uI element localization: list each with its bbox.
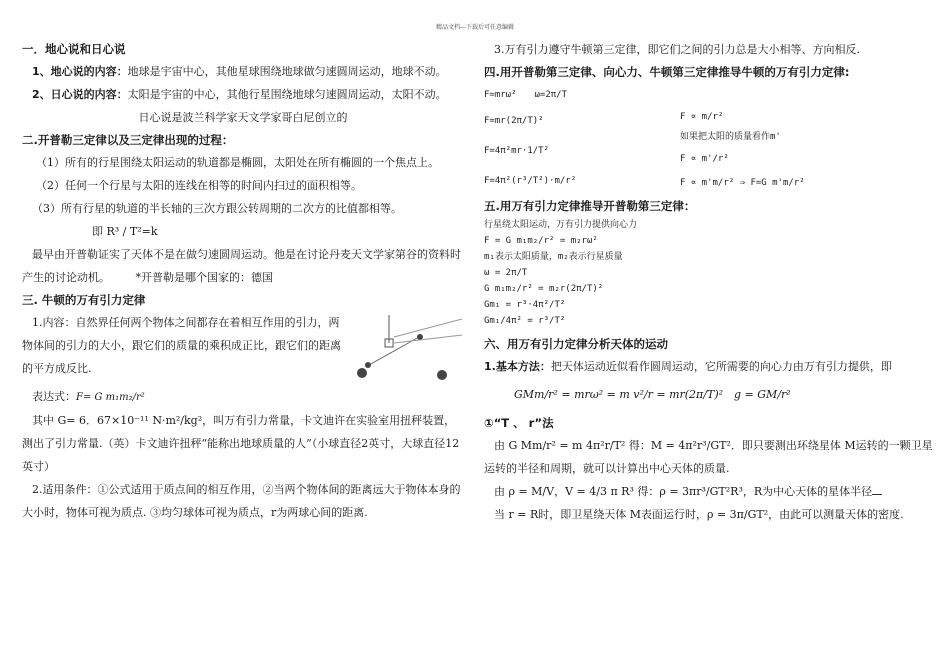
torsion-balance-illustration [354,315,464,385]
derivation-line: F ∝ m'/r² [680,154,729,164]
derivation-line: F=4π²(r³/T²)·m/r² [484,176,577,186]
derivation-5-line: Gm₁ = r³·4π²/T² [484,300,566,310]
t-r-method-title: ①“T 、 r”法 [484,416,554,430]
gravitational-constant-paragraph: 其中 G= 6．67×10⁻¹¹ N·m²/kg²，叫万有引力常量，卡文迪许在实验室用扭秤装置，测出了引力常量.（英）卡文迪许扭秤“能称出地球质量的人”（小球直径2英寸，大球直径12英寸） [22,414,460,473]
left-column [22,38,464,524]
copernicus-note: 日心说是波兰科学家天文学家哥白尼创立的 [138,111,348,124]
derivation-line: 如果把太阳的质量看作m' [680,132,781,142]
expression-formula: F= G m₁m₂/r² [76,392,145,403]
mass-derivation: 由 G Mm/r² = m 4π²r/T² 得：M = 4π²r³/GT²．即只要测出环绕星体 M运转的一颗卫星运转的半径和周期，就可以计算出中心天体的质量. [484,439,933,475]
derivation-5-line: ω = 2π/T [484,268,528,278]
basic-method-text: 把天体运动近似看作圆周运动，它所需要的向心力由万有引力提供，即 [550,360,892,373]
kepler-history: 最早由开普勒证实了天体不是在做匀速圆周运动。他是在讨论丹麦天文学家第谷的资料时产生的讨论动机。 *开普勒是哪个国家的：德国 [22,248,461,284]
kepler-law-1: （1）所有的行星围绕太阳运动的轨道都是椭圆，太阳处在所有椭圆的一个焦点上。 [36,156,439,169]
section-4-title: 四.用开普勒第三定律、向心力、牛顿第三定律推导牛顿的万有引力定律: [484,65,850,79]
basic-method-label: 1.基本方法： [484,360,551,373]
section-3-title: 三. 牛顿的万有引力定律 [22,293,146,307]
heliocentric-paragraph [22,83,464,106]
derivation-line: F=mrω² ω=2π/T [484,90,568,100]
density-derivation [484,480,934,503]
geocentric-label: 1、地心说的内容： [32,65,128,78]
heliocentric-label: 2、日心说的内容： [32,88,128,101]
derivation-5-line: 行星绕太阳运动，万有引力提供向心力 [484,220,638,230]
derivation-line: F=4π²mr·1/T² [484,146,550,156]
basic-method-paragraph [484,355,934,378]
derivation-5-line: G m₁m₂/r² = m₂r(2π/T)² [484,284,604,294]
applicability-conditions: 2.适用条件：①公式适用于质点间的相互作用，②当两个物体间的距离远大于物体本身的大小时，物体可视为质点. ③均匀球体可视为质点，r为两球心间的距离. [22,483,461,519]
scribble-mark [872,490,882,495]
derivation-line: F ∝ m/r² [680,112,724,122]
section-2-title: 二.开普勒三定律以及三定律出现的过程： [22,133,234,147]
density-derivation-text: 由 ρ = M/V，V = 4/3 π R³ 得：ρ = 3πr³/GT²R³，R为中心天体的星体半径 [494,485,873,498]
derivation-4-left [484,83,674,191]
central-force-formula: GMm/r² = mrω² = m v²/r = mr(2π/T)² g = GM/r² [514,388,791,401]
derivation-5-line: Gm₁/4π² = r³/T² [484,316,566,326]
geocentric-paragraph [22,60,464,83]
geocentric-text: 地球是宇宙中心，其他星球围绕地球做匀速圆周运动，地球不动。 [127,65,447,78]
kepler-formula: 即 R³ / T²=k [92,225,158,238]
kepler-law-3: （3）所有行星的轨道的半长轴的三次方跟公转周期的二次方的比值都相等。 [32,202,402,215]
gravitation-content-row [22,311,464,385]
kepler-law-2: （2）任何一个行星与太阳的连线在相等的时间内扫过的面积相等。 [36,179,362,192]
expression-label: 表达式： [32,390,76,403]
page-header: 精品文档---下载后可任意编辑 [435,24,515,31]
section-5-title: 五.用万有引力定律推导开普勒第三定律： [484,199,696,213]
section-1-title: 一．地心说和日心说 [22,42,126,56]
section-6-title: 六、用万有引力定律分析天体的运动 [484,337,668,351]
derivation-5-line: F = G m₁m₂/r² = m₂rω² [484,236,598,246]
gravitation-content: 1.内容：自然界任何两个物体之间都存在着相互作用的引力，两物体间的引力的大小，跟它们的质量的乘积成正比，跟它们的距离的平方成反比. [22,316,341,375]
heliocentric-text: 太阳是宇宙的中心，其他行星围绕地球匀速圆周运动，太阳不动。 [127,88,447,101]
gravitation-expression [22,385,464,409]
derivation-4 [484,83,934,191]
derivation-5-line: m₁表示太阳质量，m₂表示行星质量 [484,252,623,262]
derivation-line: F ∝ m'm/r² ⇒ F=G m'm/r² [680,178,805,188]
newton-third-law-note: 3.万有引力遵守牛顿第三定律，即它们之间的引力总是大小相等、方向相反. [494,43,860,56]
surface-orbit-density: 当 r = R时，即卫星绕天体 M表面运行时，ρ = 3π/GT²，由此可以测量天体的密度. [494,508,904,521]
right-column [484,38,934,526]
derivation-4-right [680,83,830,191]
derivation-line: F=mr(2π/T)² [484,116,544,126]
